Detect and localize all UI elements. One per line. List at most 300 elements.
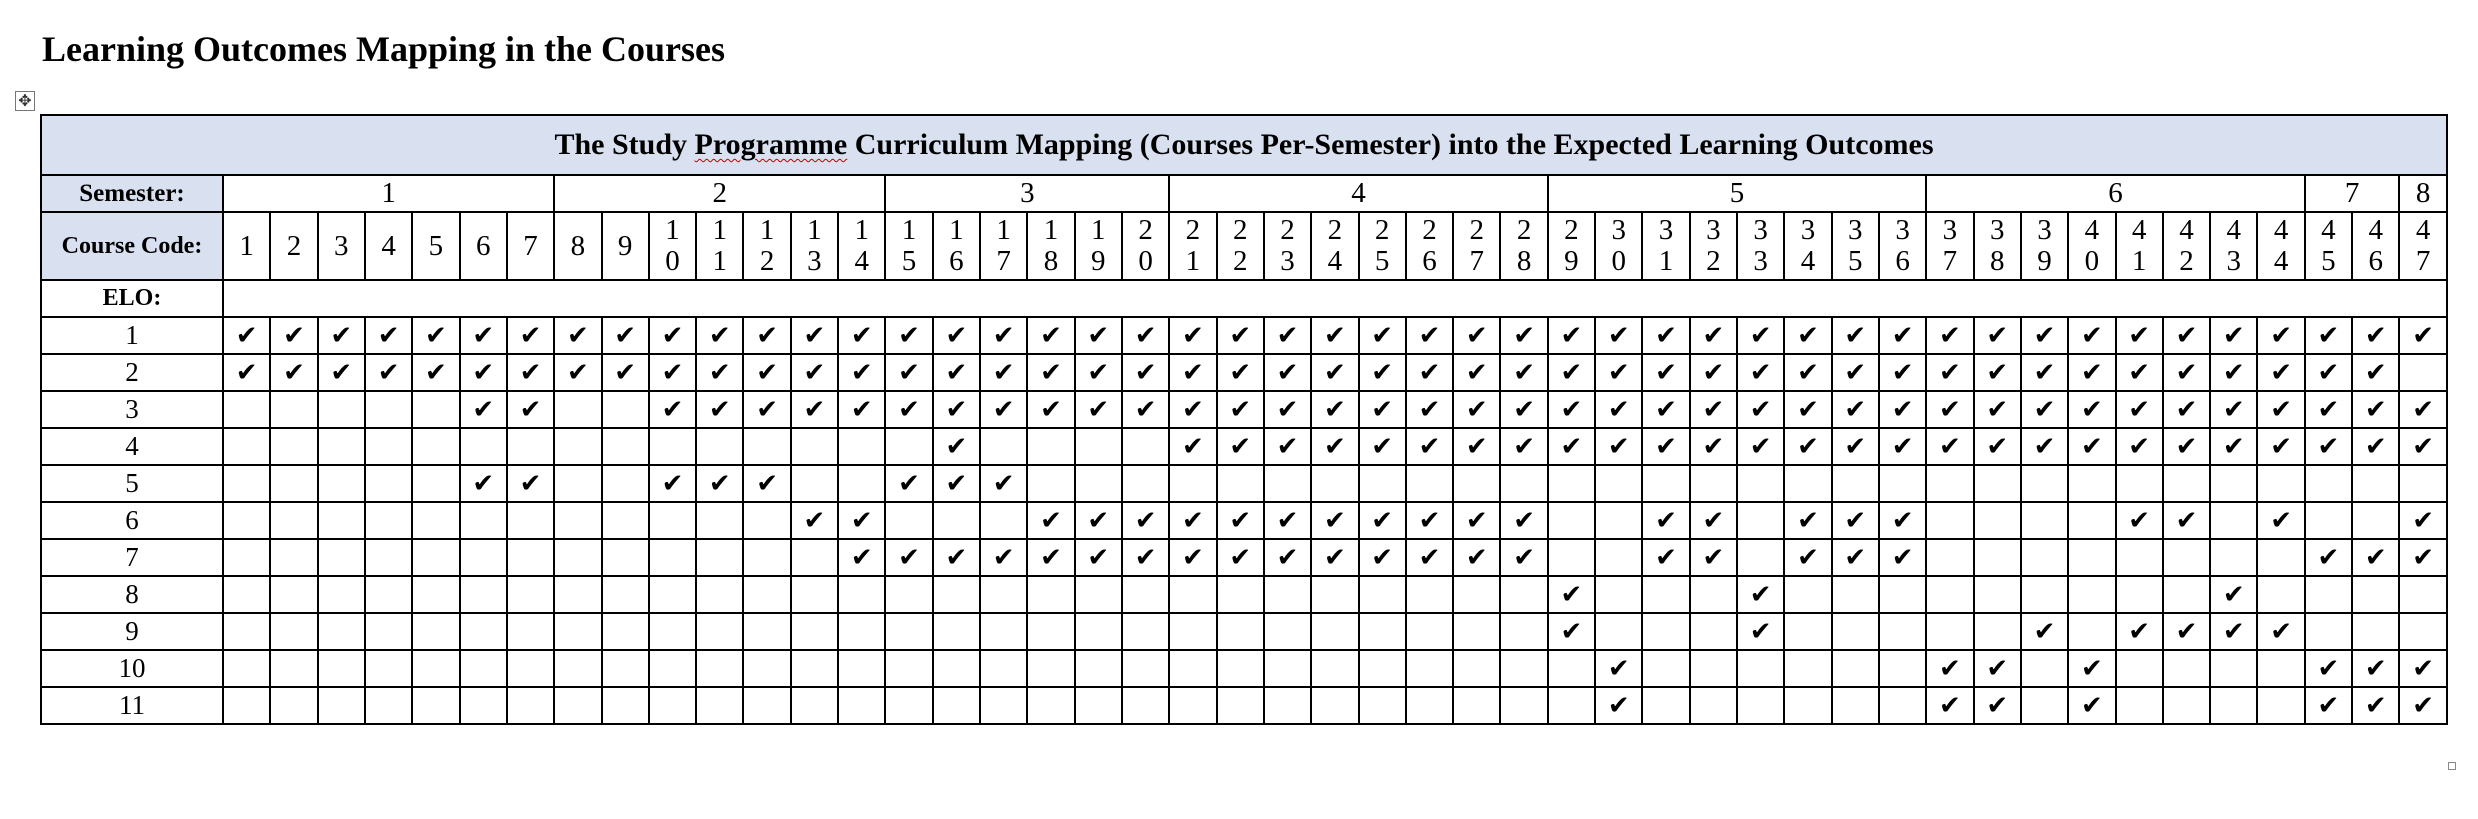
check-mark-icon: ✔ <box>460 354 507 391</box>
empty-cell <box>1974 465 2021 502</box>
empty-cell <box>791 576 838 613</box>
check-mark-icon: ✔ <box>2352 354 2399 391</box>
empty-cell <box>602 576 649 613</box>
elo-label: ELO: <box>41 280 223 317</box>
check-mark-icon: ✔ <box>1548 576 1595 613</box>
course-code-digit: 6 <box>1422 245 1437 277</box>
check-mark-icon: ✔ <box>412 354 459 391</box>
check-mark-icon: ✔ <box>1737 613 1784 650</box>
check-mark-icon: ✔ <box>507 465 554 502</box>
check-mark-icon: ✔ <box>2352 391 2399 428</box>
check-mark-icon: ✔ <box>2257 317 2304 354</box>
empty-cell <box>223 613 270 650</box>
empty-cell <box>1453 687 1500 724</box>
check-mark-icon: ✔ <box>1359 354 1406 391</box>
empty-cell <box>507 428 554 465</box>
check-mark-icon: ✔ <box>2305 391 2352 428</box>
check-mark-icon: ✔ <box>2305 354 2352 391</box>
check-mark-icon: ✔ <box>1122 391 1169 428</box>
course-code-digit: 8 <box>1516 245 1532 277</box>
empty-cell <box>1027 465 1074 502</box>
empty-cell <box>554 391 601 428</box>
empty-cell <box>460 539 507 576</box>
empty-cell <box>1122 650 1169 687</box>
check-mark-icon: ✔ <box>1642 502 1689 539</box>
check-mark-icon: ✔ <box>1737 428 1784 465</box>
check-mark-icon: ✔ <box>1595 650 1642 687</box>
elo-row <box>41 465 2447 502</box>
empty-cell <box>318 576 365 613</box>
empty-cell <box>1737 687 1784 724</box>
check-mark-icon: ✔ <box>1500 391 1547 428</box>
empty-cell <box>980 650 1027 687</box>
check-mark-icon: ✔ <box>2116 502 2163 539</box>
check-mark-icon: ✔ <box>1595 354 1642 391</box>
empty-cell <box>2257 576 2304 613</box>
resize-handle-icon[interactable] <box>2448 762 2456 770</box>
empty-cell <box>1595 539 1642 576</box>
empty-cell <box>1595 502 1642 539</box>
check-mark-icon: ✔ <box>1642 317 1689 354</box>
check-mark-icon: ✔ <box>460 391 507 428</box>
empty-cell <box>2399 576 2447 613</box>
empty-cell <box>318 428 365 465</box>
empty-cell <box>1122 428 1169 465</box>
empty-cell <box>602 613 649 650</box>
check-mark-icon: ✔ <box>1500 539 1547 576</box>
course-code-digit: 9 <box>2037 245 2052 277</box>
empty-cell <box>1784 650 1831 687</box>
empty-cell <box>270 650 317 687</box>
check-mark-icon: ✔ <box>1879 539 1926 576</box>
empty-cell <box>1832 465 1879 502</box>
empty-cell <box>1075 650 1122 687</box>
empty-cell <box>1926 502 1973 539</box>
empty-cell <box>1311 576 1358 613</box>
empty-cell <box>1690 687 1737 724</box>
empty-cell <box>2021 576 2068 613</box>
course-code-digit: 3 <box>807 245 822 277</box>
check-mark-icon: ✔ <box>1406 317 1453 354</box>
check-mark-icon: ✔ <box>2021 391 2068 428</box>
course-code-digit: 2 <box>759 245 775 277</box>
check-mark-icon: ✔ <box>270 317 317 354</box>
check-mark-icon: ✔ <box>696 317 743 354</box>
empty-cell <box>365 613 412 650</box>
course-code-digit: 1 <box>712 245 728 277</box>
check-mark-icon: ✔ <box>602 354 649 391</box>
empty-cell <box>2068 502 2115 539</box>
empty-cell <box>1548 539 1595 576</box>
check-mark-icon: ✔ <box>1075 391 1122 428</box>
check-mark-icon: ✔ <box>1027 502 1074 539</box>
course-code-cell <box>743 212 790 280</box>
empty-cell <box>1737 650 1784 687</box>
check-mark-icon: ✔ <box>933 391 980 428</box>
check-mark-icon: ✔ <box>2399 502 2447 539</box>
course-code-digit: 1 <box>665 214 680 246</box>
empty-cell <box>1500 650 1547 687</box>
check-mark-icon: ✔ <box>885 539 932 576</box>
course-code-digit: 4 <box>2321 214 2336 246</box>
elo-row <box>41 502 2447 539</box>
check-mark-icon: ✔ <box>2352 539 2399 576</box>
course-code-digit: 3 <box>2226 245 2242 277</box>
check-mark-icon: ✔ <box>2116 391 2163 428</box>
empty-cell <box>1169 465 1216 502</box>
empty-cell <box>1548 465 1595 502</box>
empty-cell <box>1500 613 1547 650</box>
empty-cell <box>696 539 743 576</box>
empty-cell <box>1832 613 1879 650</box>
course-code-digit: 9 <box>1091 245 1106 277</box>
course-code-cell <box>1406 212 1453 280</box>
empty-cell <box>602 391 649 428</box>
check-mark-icon: ✔ <box>1926 317 1973 354</box>
empty-cell <box>602 687 649 724</box>
empty-cell <box>649 428 696 465</box>
empty-cell <box>602 502 649 539</box>
empty-cell <box>1974 539 2021 576</box>
course-code-digit: 3 <box>1753 245 1768 277</box>
elo-row <box>41 428 2447 465</box>
course-code-cell <box>838 212 885 280</box>
check-mark-icon: ✔ <box>1974 650 2021 687</box>
empty-cell <box>1075 576 1122 613</box>
check-mark-icon: ✔ <box>649 465 696 502</box>
check-mark-icon: ✔ <box>554 317 601 354</box>
empty-cell <box>554 687 601 724</box>
empty-cell <box>1879 687 1926 724</box>
check-mark-icon: ✔ <box>318 354 365 391</box>
check-mark-icon: ✔ <box>791 354 838 391</box>
check-mark-icon: ✔ <box>270 354 317 391</box>
check-mark-icon: ✔ <box>1784 428 1831 465</box>
check-mark-icon: ✔ <box>2399 539 2447 576</box>
empty-cell <box>1027 687 1074 724</box>
course-code-cell <box>933 212 980 280</box>
course-code-cell <box>2257 212 2304 280</box>
course-code-digit: 3 <box>1658 214 1674 246</box>
empty-cell <box>318 502 365 539</box>
check-mark-icon: ✔ <box>365 317 412 354</box>
course-code-digit: 4 <box>2179 214 2194 246</box>
empty-cell <box>1453 576 1500 613</box>
check-mark-icon: ✔ <box>412 317 459 354</box>
course-code-digit: 7 <box>1469 245 1485 277</box>
empty-cell <box>1311 613 1358 650</box>
empty-cell <box>1264 465 1311 502</box>
semester-cell: 8 <box>2399 175 2447 212</box>
course-code-digit: 0 <box>1138 245 1153 277</box>
empty-cell <box>1548 687 1595 724</box>
check-mark-icon: ✔ <box>2116 317 2163 354</box>
empty-cell <box>649 576 696 613</box>
check-mark-icon: ✔ <box>1264 317 1311 354</box>
empty-cell <box>318 539 365 576</box>
check-mark-icon: ✔ <box>933 317 980 354</box>
empty-cell <box>933 687 980 724</box>
empty-cell <box>1737 539 1784 576</box>
empty-cell <box>223 502 270 539</box>
course-code-cell <box>791 212 838 280</box>
check-mark-icon: ✔ <box>743 317 790 354</box>
empty-cell <box>365 428 412 465</box>
course-code-digit: 3 <box>1611 214 1626 246</box>
empty-cell <box>602 465 649 502</box>
check-mark-icon: ✔ <box>1264 354 1311 391</box>
course-code-cell <box>1974 212 2021 280</box>
empty-cell <box>980 428 1027 465</box>
course-code-digit: 2 <box>1327 214 1343 246</box>
empty-cell <box>270 428 317 465</box>
course-code-digit: 4 <box>2273 245 2289 277</box>
empty-cell <box>223 539 270 576</box>
empty-cell <box>1974 576 2021 613</box>
empty-cell <box>2210 539 2257 576</box>
check-mark-icon: ✔ <box>1075 502 1122 539</box>
empty-cell <box>1264 613 1311 650</box>
empty-cell <box>1311 687 1358 724</box>
course-code-digit: 3 <box>1280 245 1295 277</box>
empty-cell <box>554 613 601 650</box>
empty-cell <box>318 465 365 502</box>
check-mark-icon: ✔ <box>318 317 365 354</box>
check-mark-icon: ✔ <box>2352 650 2399 687</box>
empty-cell <box>933 502 980 539</box>
check-mark-icon: ✔ <box>2116 613 2163 650</box>
empty-cell <box>1406 613 1453 650</box>
empty-cell <box>649 539 696 576</box>
semester-cell: 3 <box>885 175 1169 212</box>
empty-cell <box>1264 650 1311 687</box>
course-code-cell: 8 <box>554 212 601 280</box>
course-code-digit: 8 <box>1989 245 2005 277</box>
empty-cell <box>1169 613 1216 650</box>
course-code-digit: 2 <box>1138 214 1153 246</box>
empty-cell <box>223 465 270 502</box>
empty-cell <box>1406 465 1453 502</box>
check-mark-icon: ✔ <box>2068 687 2115 724</box>
empty-cell <box>507 650 554 687</box>
empty-cell <box>554 465 601 502</box>
check-mark-icon: ✔ <box>2068 428 2115 465</box>
check-mark-icon: ✔ <box>1548 317 1595 354</box>
empty-cell <box>602 539 649 576</box>
empty-cell <box>507 502 554 539</box>
empty-cell <box>460 650 507 687</box>
course-code-cell: 1 <box>223 212 270 280</box>
empty-cell <box>1548 650 1595 687</box>
empty-cell <box>933 576 980 613</box>
empty-cell <box>1217 576 1264 613</box>
empty-cell <box>2399 613 2447 650</box>
course-code-cell <box>1595 212 1642 280</box>
empty-cell <box>412 391 459 428</box>
empty-cell <box>554 428 601 465</box>
empty-cell <box>602 650 649 687</box>
check-mark-icon: ✔ <box>1879 502 1926 539</box>
empty-cell <box>696 650 743 687</box>
empty-cell <box>1169 687 1216 724</box>
check-mark-icon: ✔ <box>980 354 1027 391</box>
check-mark-icon: ✔ <box>2305 539 2352 576</box>
check-mark-icon: ✔ <box>2116 354 2163 391</box>
check-mark-icon: ✔ <box>1974 428 2021 465</box>
empty-cell <box>1784 613 1831 650</box>
empty-cell <box>1737 465 1784 502</box>
course-code-digit: 1 <box>807 214 822 246</box>
empty-cell <box>2257 687 2304 724</box>
empty-cell <box>365 465 412 502</box>
elo-row <box>41 613 2447 650</box>
move-arrows-icon[interactable]: ✥ <box>15 91 35 111</box>
check-mark-icon: ✔ <box>1879 391 1926 428</box>
check-mark-icon: ✔ <box>838 354 885 391</box>
empty-cell <box>743 650 790 687</box>
empty-cell <box>649 687 696 724</box>
empty-cell <box>1642 613 1689 650</box>
empty-cell <box>696 576 743 613</box>
check-mark-icon: ✔ <box>1359 391 1406 428</box>
course-code-digit: 6 <box>2368 245 2383 277</box>
empty-cell <box>1406 576 1453 613</box>
check-mark-icon: ✔ <box>2399 317 2447 354</box>
spellcheck-flagged-word: Programme <box>694 128 848 161</box>
course-code-digit: 2 <box>1422 214 1437 246</box>
empty-cell <box>365 539 412 576</box>
course-code-cell: 7 <box>507 212 554 280</box>
check-mark-icon: ✔ <box>649 391 696 428</box>
check-mark-icon: ✔ <box>1311 539 1358 576</box>
check-mark-icon: ✔ <box>1690 539 1737 576</box>
check-mark-icon: ✔ <box>885 391 932 428</box>
check-mark-icon: ✔ <box>1784 391 1831 428</box>
empty-cell <box>1879 465 1926 502</box>
check-mark-icon: ✔ <box>1027 317 1074 354</box>
course-code-digit: 4 <box>854 245 869 277</box>
course-code-digit: 1 <box>1658 245 1674 277</box>
page-heading: Learning Outcomes Mapping in the Courses <box>42 29 726 69</box>
empty-cell <box>838 428 885 465</box>
check-mark-icon: ✔ <box>1217 354 1264 391</box>
course-code-cell: 9 <box>602 212 649 280</box>
check-mark-icon: ✔ <box>743 391 790 428</box>
elo-number: 11 <box>41 687 223 724</box>
empty-cell <box>2399 465 2447 502</box>
empty-cell <box>2116 576 2163 613</box>
empty-cell <box>270 502 317 539</box>
course-code-digit: 7 <box>1942 245 1958 277</box>
empty-cell <box>1500 576 1547 613</box>
course-code-digit: 1 <box>1185 245 1201 277</box>
empty-cell <box>1453 465 1500 502</box>
course-code-cell <box>1264 212 1311 280</box>
check-mark-icon: ✔ <box>2399 687 2447 724</box>
check-mark-icon: ✔ <box>1453 502 1500 539</box>
check-mark-icon: ✔ <box>1548 613 1595 650</box>
empty-cell <box>1359 465 1406 502</box>
empty-cell <box>2163 650 2210 687</box>
check-mark-icon: ✔ <box>2210 391 2257 428</box>
empty-cell <box>1926 613 1973 650</box>
check-mark-icon: ✔ <box>1217 391 1264 428</box>
course-code-digit: 1 <box>996 214 1011 246</box>
empty-cell <box>1926 539 1973 576</box>
empty-cell <box>412 650 459 687</box>
check-mark-icon: ✔ <box>1926 650 1973 687</box>
empty-cell <box>1217 613 1264 650</box>
empty-cell <box>1879 613 1926 650</box>
check-mark-icon: ✔ <box>838 539 885 576</box>
empty-cell <box>1122 465 1169 502</box>
check-mark-icon: ✔ <box>1832 502 1879 539</box>
course-code-digit: 4 <box>2084 214 2100 246</box>
check-mark-icon: ✔ <box>1974 354 2021 391</box>
check-mark-icon: ✔ <box>2257 391 2304 428</box>
check-mark-icon: ✔ <box>2257 613 2304 650</box>
empty-cell <box>1359 576 1406 613</box>
check-mark-icon: ✔ <box>2021 317 2068 354</box>
empty-cell <box>1027 576 1074 613</box>
empty-cell <box>223 428 270 465</box>
empty-cell <box>2210 650 2257 687</box>
empty-cell <box>1217 465 1264 502</box>
check-mark-icon: ✔ <box>649 317 696 354</box>
table-title <box>41 115 2447 175</box>
course-code-cell: 3 <box>318 212 365 280</box>
elo-row <box>41 317 2447 354</box>
empty-cell <box>1217 650 1264 687</box>
course-code-digit: 2 <box>1564 214 1579 246</box>
empty-cell <box>270 687 317 724</box>
empty-cell <box>696 687 743 724</box>
check-mark-icon: ✔ <box>1784 354 1831 391</box>
check-mark-icon: ✔ <box>933 354 980 391</box>
empty-cell <box>1169 650 1216 687</box>
check-mark-icon: ✔ <box>1642 428 1689 465</box>
check-mark-icon: ✔ <box>1595 687 1642 724</box>
check-mark-icon: ✔ <box>1832 428 1879 465</box>
check-mark-icon: ✔ <box>1453 317 1500 354</box>
empty-cell <box>460 687 507 724</box>
course-code-digit: 1 <box>1043 214 1059 246</box>
check-mark-icon: ✔ <box>649 354 696 391</box>
course-code-cell <box>885 212 932 280</box>
check-mark-icon: ✔ <box>1311 354 1358 391</box>
check-mark-icon: ✔ <box>743 465 790 502</box>
empty-cell <box>1879 576 1926 613</box>
empty-cell <box>696 428 743 465</box>
empty-cell <box>980 502 1027 539</box>
empty-cell <box>1832 650 1879 687</box>
empty-cell <box>2163 465 2210 502</box>
empty-cell <box>270 391 317 428</box>
check-mark-icon: ✔ <box>2068 650 2115 687</box>
check-mark-icon: ✔ <box>460 465 507 502</box>
empty-cell <box>2210 502 2257 539</box>
course-code-digit: 5 <box>2321 245 2336 277</box>
semester-label: Semester: <box>41 175 223 212</box>
check-mark-icon: ✔ <box>1974 687 2021 724</box>
empty-cell <box>1784 576 1831 613</box>
elo-number: 1 <box>41 317 223 354</box>
course-code-cell <box>2210 212 2257 280</box>
check-mark-icon: ✔ <box>2210 576 2257 613</box>
check-mark-icon: ✔ <box>1690 354 1737 391</box>
empty-cell <box>1737 502 1784 539</box>
empty-cell <box>554 650 601 687</box>
